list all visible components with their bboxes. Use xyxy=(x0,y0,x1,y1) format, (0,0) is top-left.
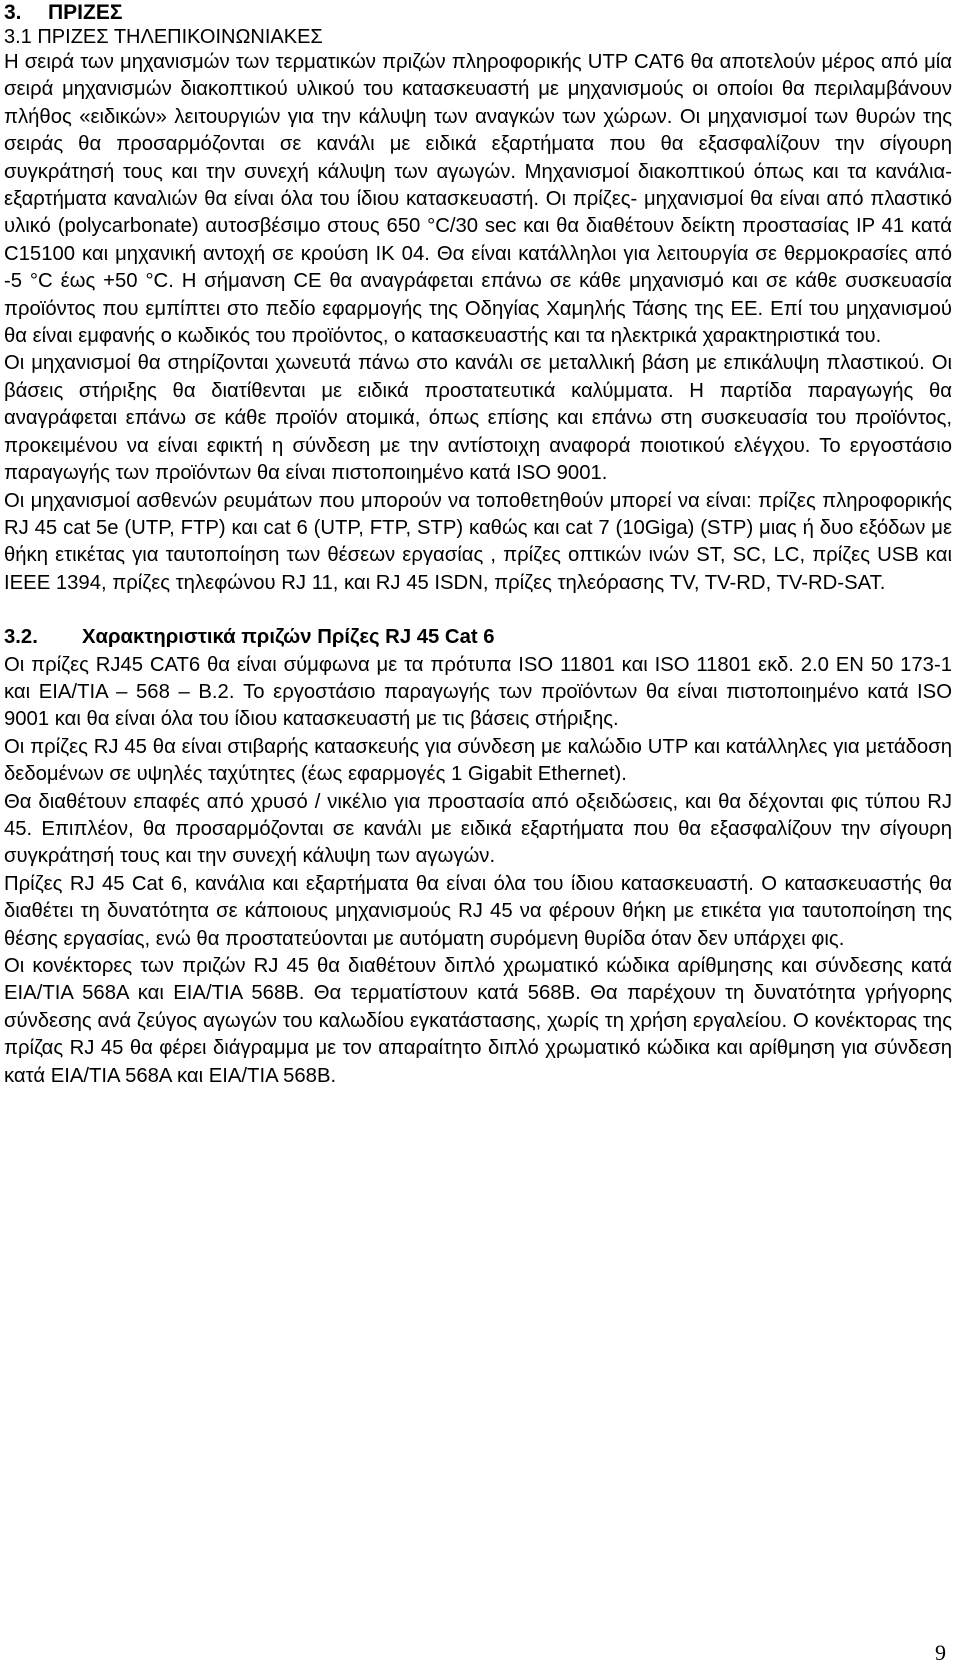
document-page xyxy=(4,0,952,1090)
paragraph: Οι πρίζες RJ45 CAT6 θα είναι σύμφωνα με τα πρότυπα ISO 11801 και ISO 11801 εκδ. 2.0 EN 50 173-1 και EIA/TIA – 568 – B.2. Το εργοστάσιο παραγωγής των προϊόντων θα είναι πιστοποιημένο κατά ISO 9001 και θα είναι όλα του ίδιου κατασκευαστή με τις βάσεις στήριξης. xyxy=(4,653,952,731)
paragraph: Η σειρά των μηχανισμών των τερματικών πριζών πληροφορικής UTP CAT6 θα αποτελούν μέρος από μία σειρά μηχανισμών διακοπτικού υλικού του κατασκευαστή με μηχανισμούς οι οποίοι θα περιλαμβάνουν πλήθος «ειδικών» λειτουργιών για την κάλυψη των αναγκών των χώρων. Οι μηχανισμοί των θυρών της σειράς θα προσαρμόζονται σε κανάλι με ειδικά εξαρτήματα που θα εξασφαλίζουν την σίγουρη συγκράτησή τους και την συνεχή κάλυψη των αγωγών. Μηχανισμοί διακοπτικού όπως και τα κανάλια- εξαρτήματα καναλιών θα είναι όλα του ίδιου κατασκευαστή. Οι πρίζες- μηχανισμοί θα είναι από πλαστικό υλικό (polycarbonate) αυτοσβέσιμο στους 650 °C/30 sec και θα διαθέτουν δείκτη προστασίας IP 41 κατά C15100 και μηχανική αντοχή σε κρούση IK 04. Θα είναι κατάλληλοι για λειτουργία σε θερμοκρασίες από -5 °C έως +50 °C. Η σήμανση CE θα αναγράφεται επάνω σε κάθε μηχανισμό και σε κάθε συσκευασία προϊόντος που εμπίπτει στο πεδίο εφαρμογής της Οδηγίας Χαμηλής Τάσης της ΕΕ. Επί του μηχανισμού θα είναι εμφανής ο κωδικός του προϊόντος, ο κατασκευαστής και τα ηλεκτρικά χαρακτηριστικά του. xyxy=(4,51,952,348)
spacer xyxy=(4,597,952,624)
section-title: ΠΡΙΖΕΣ xyxy=(48,1,123,24)
paragraph: Θα διαθέτουν επαφές από χρυσό / νικέλιο για προστασία από οξειδώσεις, και θα δέχονται φις τύπου RJ 45. Επιπλέον, θα προσαρμόζονται σε κανάλι με ειδικά εξαρτήματα που θα εξασφαλίζουν την σίγουρη συγκράτησή τους και την συνεχή κάλυψη των αγωγών. xyxy=(4,790,952,868)
subsection-2-title: Χαρακτηριστικά πριζών Πρίζες RJ 45 Cat 6 xyxy=(82,626,495,649)
page-number: 9 xyxy=(935,1640,946,1665)
section-number: 3. xyxy=(4,1,22,24)
paragraph: Οι μηχανισμοί θα στηρίζονται χωνευτά πάνω στο κανάλι σε μεταλλική βάση με επικάλυψη πλαστικού. Οι βάσεις στήριξης θα διατίθενται με ειδικά προστατευτικά καλύμματα. Η παρτίδα παραγωγής θα αναγράφεται επάνω σε κάθε προϊόν ατομικά, όπως επίσης και επάνω στη συσκευασία του προϊόντος, προκειμένου να είναι εφικτή η σύνδεση με την αντίστοιχη αναφορά ποιοτικού ελέγχου. Το εργοστάσιο παραγωγής των προϊόντων θα είναι πιστοποιημένο κατά ISO 9001. xyxy=(4,352,952,485)
paragraph: Οι κονέκτορες των πριζών RJ 45 θα διαθέτουν διπλό χρωματικό κώδικα αρίθμησης και σύνδεσης κατά EIA/TIA 568A και EIA/TIA 568B. Θα τερματίστουν κατά 568B. Θα παρέχουν τη δυνατότητα γρήγορης σύνδεσης ανά ζεύγος αγωγών του καλωδίου εγκατάστασης, χωρίς τη χρήση εργαλείου. Ο κονέκτορας της πρίζας RJ 45 θα φέρει διάγραμμα με τον απαραίτητο διπλό χρωματικό κώδικα και αρίθμηση για σύνδεση κατά EIA/TIA 568A και EIA/TIA 568B. xyxy=(4,955,952,1087)
subsection-2-heading xyxy=(4,624,952,651)
paragraph: Οι πρίζες RJ 45 θα είναι στιβαρής κατασκευής για σύνδεση με καλώδιο UTP και κατάλληλες για μετάδοση δεδομένων σε υψηλές ταχύτητες (έως εφαρμογές 1 Gigabit Ethernet). xyxy=(4,735,952,786)
section-heading xyxy=(4,0,952,25)
paragraph: Οι μηχανισμοί ασθενών ρευμάτων που μπορούν να τοποθετηθούν μπορεί να είναι: πρίζες πληροφορικής RJ 45 cat 5e (UTP, FTP) και cat 6 (UTP, FTP, STP) καθώς και cat 7 (10Giga) (STP) μιας ή δυο εξόδων με θήκη ετικέτας για ταυτοποίηση των θέσεων εργασίας , πρίζες οπτικών ινών ST, SC, LC, πρίζες USB και IEEE 1394, πρίζες τηλεφώνου RJ 11, και RJ 45 ISDN, πρίζες τηλεόρασης TV, TV-RD, TV-RD-SAT. xyxy=(4,489,952,594)
paragraph: Πρίζες RJ 45 Cat 6, κανάλια και εξαρτήματα θα είναι όλα του ίδιου κατασκευαστή. Ο κατασκευαστής θα διαθέτει τη δυνατότητα σε κάποιους μηχανισμούς RJ 45 να φέρουν θήκη με ετικέτα για ταυτοποίηση της θέσης εργασίας, ενώ θα προστατεύονται με αυτόματη συρόμενη θυρίδα όταν δεν υπάρχει φις. xyxy=(4,872,952,950)
subsection-2-number: 3.2. xyxy=(4,626,38,649)
subsection-1-title: 3.1 ΠΡΙΖΕΣ ΤΗΛΕΠΙΚΟΙΝΩΝΙΑΚΕΣ xyxy=(4,26,323,48)
